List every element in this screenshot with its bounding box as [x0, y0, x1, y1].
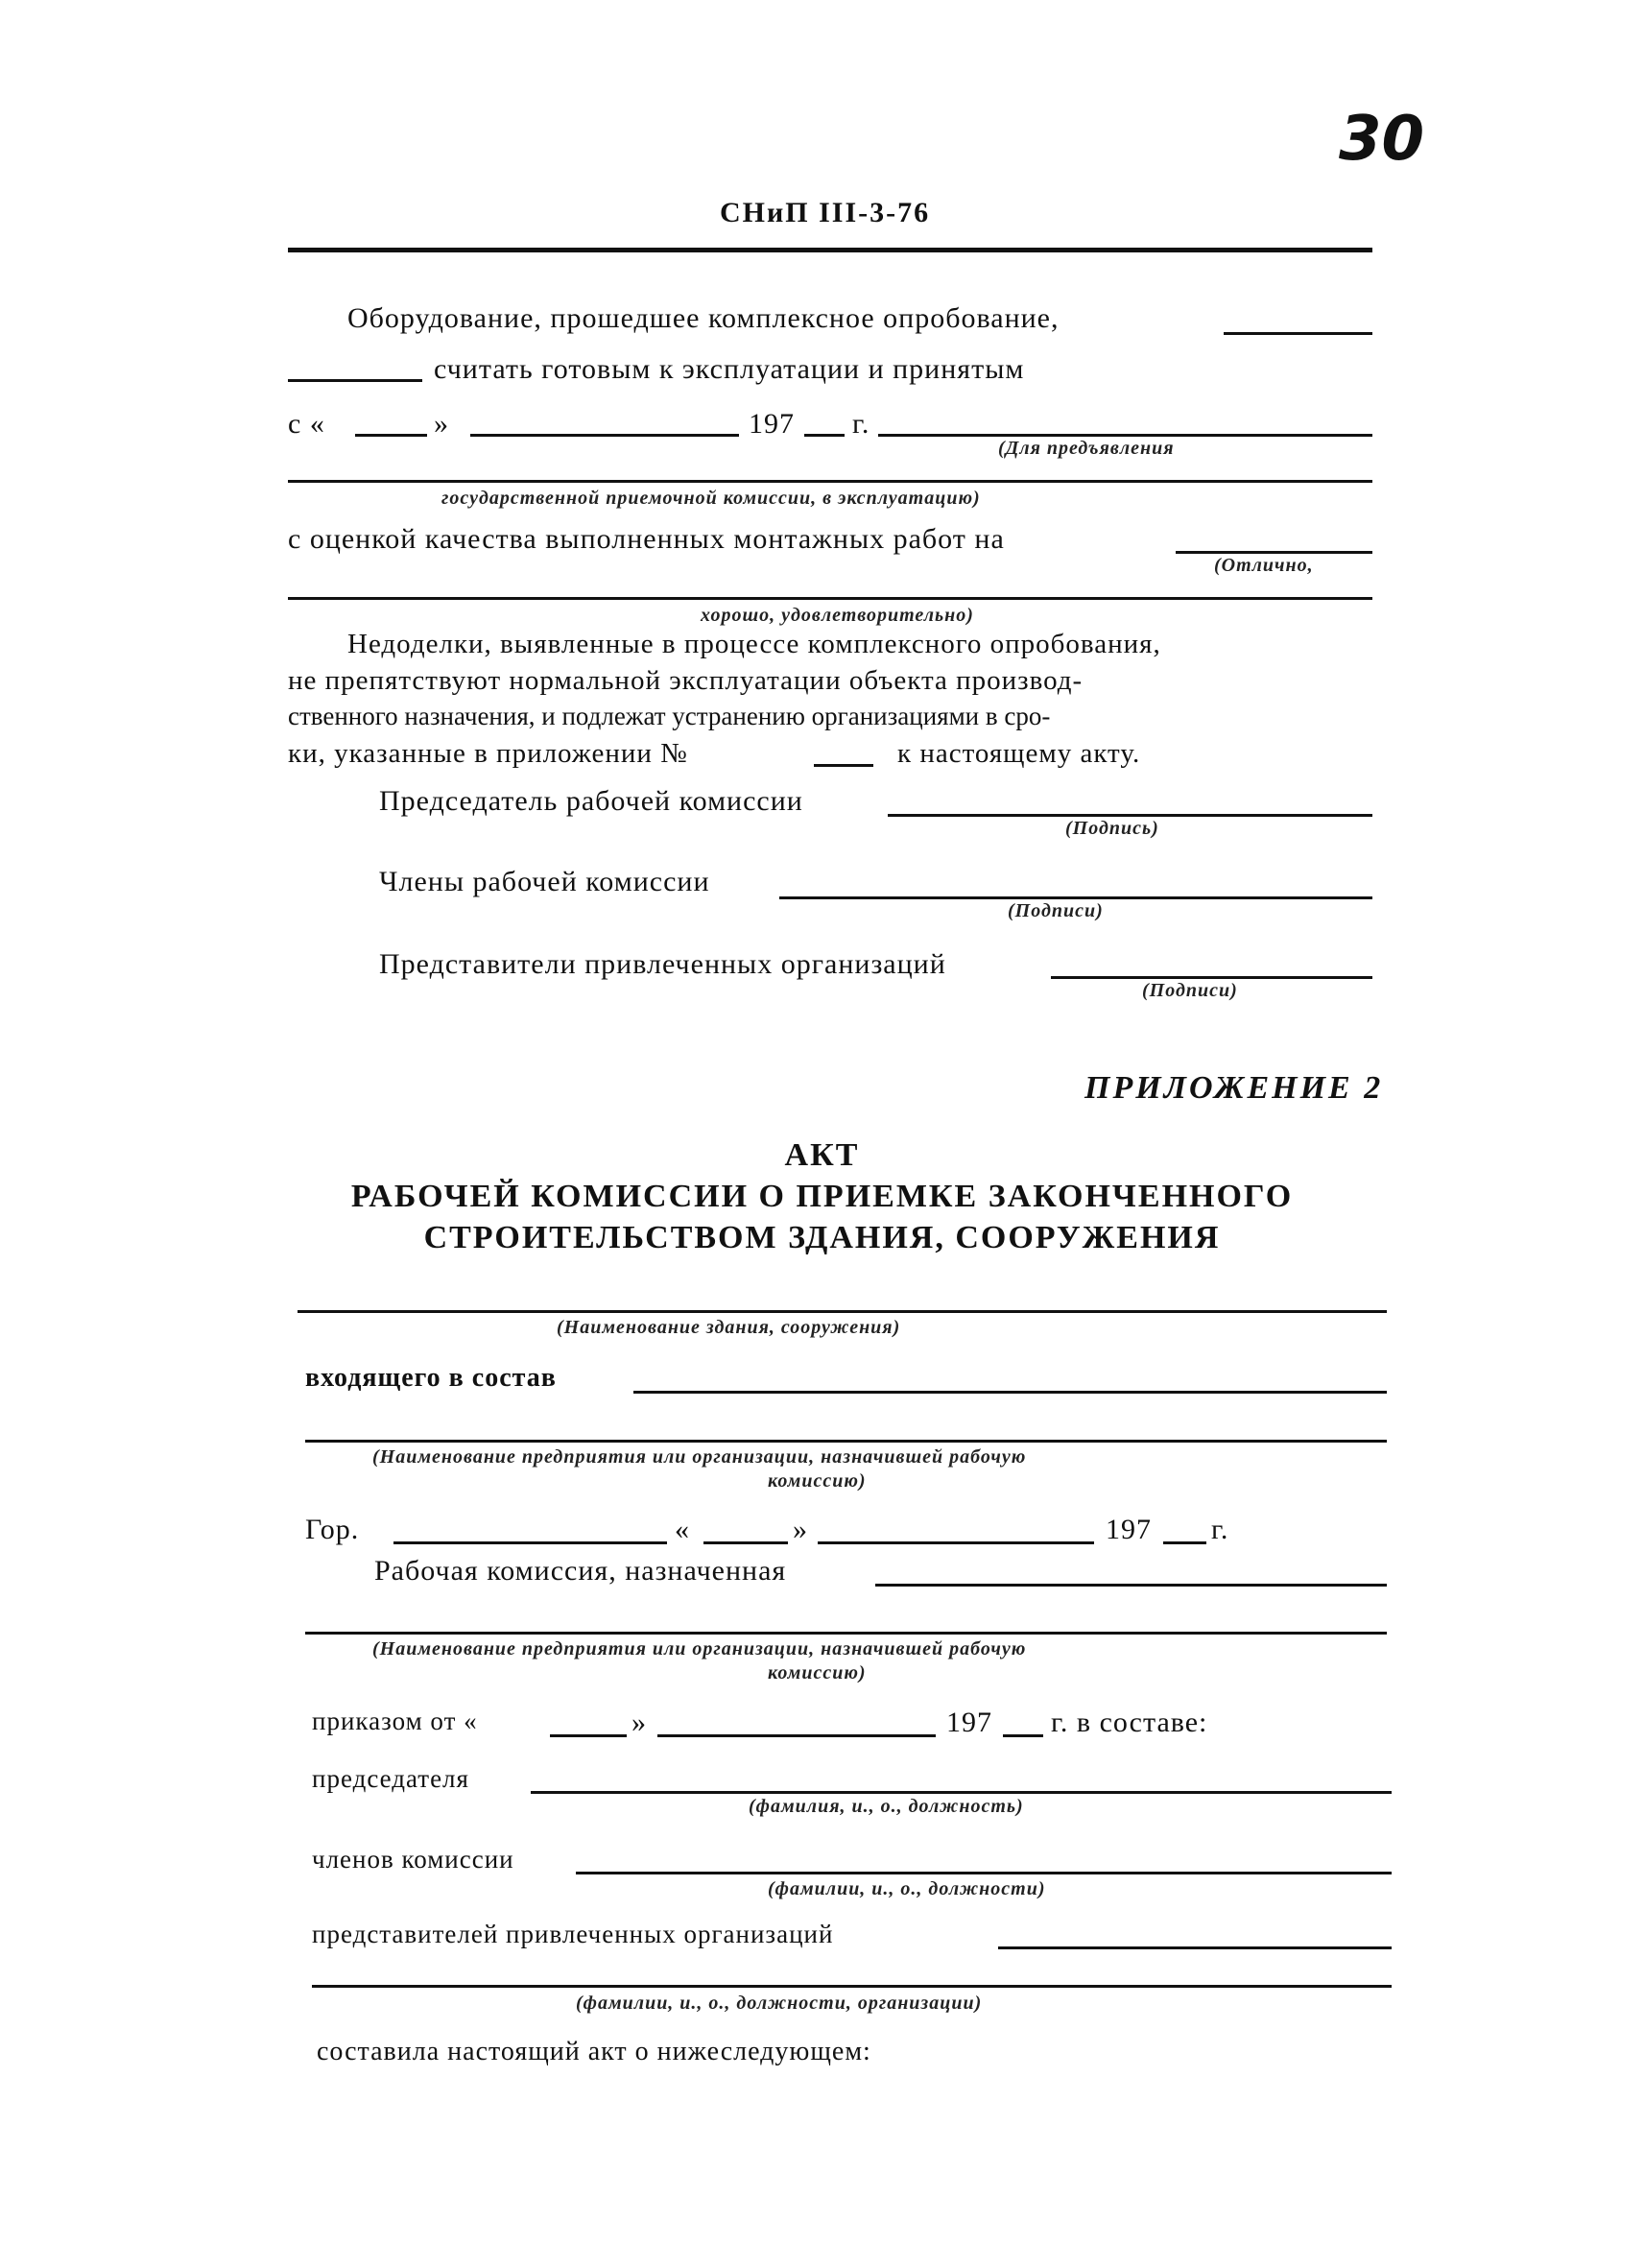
caption-reps: (фамилии, и., о., должности, организации) [576, 1993, 983, 2014]
defects-line-2: не препятствуют нормальной эксплуатации объекта производ- [288, 665, 1084, 696]
act-title-1: АКТ [784, 1137, 860, 1173]
equipment-line-2: считать готовым к эксплуатации и принятым [434, 353, 1025, 385]
blank-act-month [818, 1541, 1094, 1544]
quality-text: с оценкой качества выполненных монтажных работ на [288, 523, 1005, 555]
blank-reps-signatures [1051, 976, 1372, 979]
blank-enterprise-1 [305, 1440, 1387, 1443]
act-year-suffix: г. [1211, 1514, 1229, 1545]
blank-members-signatures [779, 896, 1372, 899]
caption-quality-b: хорошо, удовлетворительно) [701, 605, 974, 626]
date-year: 197 [749, 408, 795, 440]
blank-reps [998, 1946, 1392, 1949]
caption-chairman: (фамилия, и., о., должность) [749, 1796, 1024, 1817]
members-label: Члены рабочей комиссии [379, 866, 710, 897]
blank-month [470, 434, 739, 437]
appendix-label: ПРИЛОЖЕНИЕ 2 [1084, 1070, 1384, 1106]
blank-enterprise-2 [305, 1632, 1387, 1635]
caption-signatures-members: (Подписи) [1008, 900, 1104, 921]
blank-quality-b [288, 597, 1372, 600]
order-suffix: г. в составе: [1051, 1707, 1208, 1738]
blank-order-day [550, 1734, 627, 1737]
act-title-3: СТРОИТЕЛЬСТВОМ ЗДАНИЯ, СООРУЖЕНИЯ [423, 1220, 1221, 1255]
caption-building-name: (Наименование здания, сооружения) [557, 1317, 901, 1338]
act-year: 197 [1106, 1514, 1152, 1545]
defects-line-3: ственного назначения, и подлежат устранению организациями в сро- [288, 702, 1051, 730]
part-of-label: входящего в состав [305, 1363, 557, 1393]
caption-quality-a: (Отлично, [1214, 555, 1314, 576]
caption-enterprise-2a: (Наименование предприятия или организации, назначившей рабочую [372, 1638, 1027, 1659]
caption-members: (фамилии, и., о., должности) [768, 1878, 1046, 1899]
page-number: 30 [1339, 104, 1425, 175]
blank-presentation [288, 480, 1372, 483]
blank-appendix-no [814, 764, 873, 767]
caption-enterprise-2b: комиссию) [768, 1662, 867, 1683]
running-header: СНиП III-3-76 [720, 197, 931, 228]
blank-day [355, 434, 427, 437]
reps-label: Представители привлеченных организаций [379, 948, 946, 980]
defects-line-1: Недоделки, выявленные в процессе комплексного опробования, [347, 629, 1161, 659]
chairman-label: Председатель рабочей комиссии [379, 785, 803, 817]
equipment-line-1: Оборудование, прошедшее комплексное опробование, [347, 302, 1060, 334]
blank-chairman [531, 1791, 1392, 1794]
blank-year [804, 434, 845, 437]
date-prefix: с « [288, 408, 325, 440]
blank-commission [875, 1584, 1387, 1587]
order-year: 197 [946, 1707, 992, 1738]
blank-act-year [1163, 1541, 1206, 1544]
reps-label-2: представителей привлеченных организаций [312, 1920, 834, 1948]
blank-equipment-b [288, 379, 422, 382]
caption-signature: (Подпись) [1065, 818, 1159, 839]
blank-act-day [703, 1541, 788, 1544]
blank-building-name [298, 1310, 1387, 1313]
blank-chairman-signature [888, 814, 1372, 817]
caption-signatures-reps: (Подписи) [1142, 980, 1238, 1001]
caption-presentation-b: государственной приемочной комиссии, в эксплуатацию) [441, 488, 981, 509]
header-rule [288, 248, 1372, 252]
blank-quality [1176, 551, 1372, 554]
caption-presentation-a: (Для предъявления [998, 438, 1175, 459]
blank-part-of [633, 1391, 1387, 1394]
blank-members [576, 1872, 1392, 1874]
commission-label: Рабочая комиссия, назначенная [374, 1555, 787, 1587]
defects-line-4a: ки, указанные в приложении № [288, 738, 688, 769]
blank-after-date [878, 434, 1372, 437]
caption-enterprise-1b: комиссию) [768, 1470, 867, 1492]
order-label: приказом от « [312, 1707, 478, 1735]
blank-city [393, 1541, 667, 1544]
date-suffix: г. [852, 408, 870, 440]
chairman-label-2: председателя [312, 1764, 469, 1793]
blank-order-year [1003, 1734, 1043, 1737]
members-label-2: членов комиссии [312, 1845, 514, 1874]
closing-line: составила настоящий акт о нижеследующем: [317, 2037, 871, 2066]
blank-equipment-a [1224, 332, 1372, 335]
defects-line-4b: к настоящему акту. [897, 738, 1141, 769]
act-title-2: РАБОЧЕЙ КОМИССИИ О ПРИЕМКЕ ЗАКОНЧЕННОГО [350, 1179, 1294, 1214]
city-label: Гор. [305, 1514, 360, 1545]
blank-reps-2 [312, 1985, 1392, 1988]
caption-enterprise-1a: (Наименование предприятия или организации, назначившей рабочую [372, 1446, 1027, 1468]
blank-order-month [657, 1734, 936, 1737]
